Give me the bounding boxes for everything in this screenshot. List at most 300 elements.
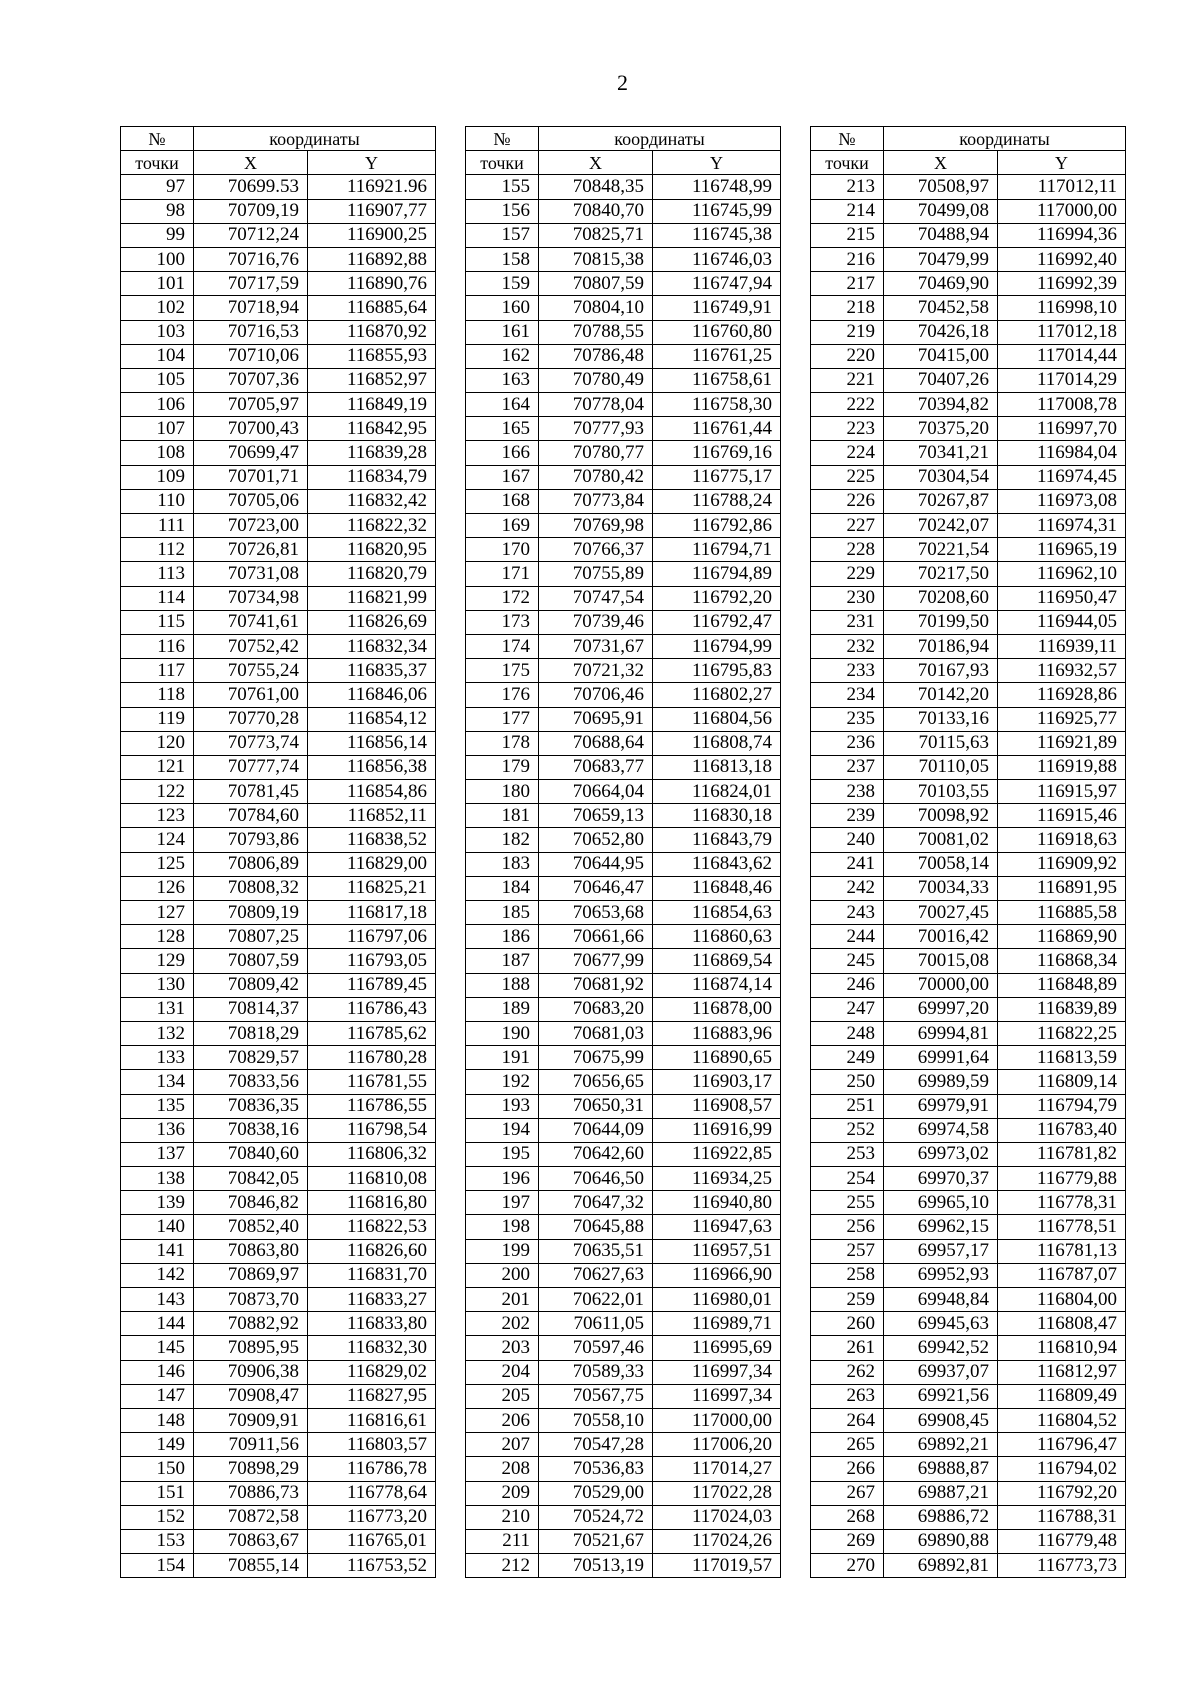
y-coordinate-cell: 116753,52 — [308, 1554, 436, 1578]
point-number-cell: 251 — [811, 1094, 884, 1118]
x-coordinate-cell: 70426,18 — [884, 320, 998, 344]
x-coordinate-cell: 70705,06 — [194, 489, 308, 513]
point-number-cell: 222 — [811, 393, 884, 417]
table-row — [811, 393, 1126, 417]
y-coordinate-cell: 116745,99 — [653, 199, 781, 223]
table-row — [466, 344, 781, 368]
table-row — [811, 949, 1126, 973]
x-coordinate-cell: 70664,04 — [539, 780, 653, 804]
table-row — [811, 1070, 1126, 1094]
table-row — [466, 949, 781, 973]
y-coordinate-cell: 116957,51 — [653, 1239, 781, 1263]
y-coordinate-cell: 116821,99 — [308, 586, 436, 610]
y-coordinate-cell: 116890,65 — [653, 1046, 781, 1070]
x-coordinate-cell: 70701,71 — [194, 465, 308, 489]
x-coordinate-cell: 70773,84 — [539, 489, 653, 513]
x-coordinate-cell: 70304,54 — [884, 465, 998, 489]
y-coordinate-cell: 116758,61 — [653, 368, 781, 392]
y-coordinate-cell: 116974,45 — [998, 465, 1126, 489]
y-coordinate-cell: 116915,97 — [998, 780, 1126, 804]
x-coordinate-cell: 70142,20 — [884, 683, 998, 707]
y-coordinate-cell: 116808,47 — [998, 1312, 1126, 1336]
point-number-cell: 154 — [121, 1554, 194, 1578]
point-number-cell: 239 — [811, 804, 884, 828]
y-coordinate-cell: 116846,06 — [308, 683, 436, 707]
point-number-cell: 196 — [466, 1167, 539, 1191]
table-row — [466, 586, 781, 610]
table-row — [811, 562, 1126, 586]
point-number-cell: 129 — [121, 949, 194, 973]
y-coordinate-cell: 116883,96 — [653, 1021, 781, 1045]
x-coordinate-cell: 70769,98 — [539, 514, 653, 538]
header-x: X — [194, 151, 308, 175]
point-number-cell: 127 — [121, 901, 194, 925]
y-coordinate-cell: 116918,63 — [998, 828, 1126, 852]
x-coordinate-cell: 70707,36 — [194, 368, 308, 392]
x-coordinate-cell: 70838,16 — [194, 1118, 308, 1142]
x-coordinate-cell: 70027,45 — [884, 901, 998, 925]
y-coordinate-cell: 116974,31 — [998, 514, 1126, 538]
y-coordinate-cell: 116827,95 — [308, 1384, 436, 1408]
table-row — [466, 1408, 781, 1432]
table-row — [466, 320, 781, 344]
x-coordinate-cell: 70709,19 — [194, 199, 308, 223]
y-coordinate-cell: 116830,18 — [653, 804, 781, 828]
x-coordinate-cell: 70242,07 — [884, 514, 998, 538]
table-row — [811, 1529, 1126, 1553]
y-coordinate-cell: 116852,11 — [308, 804, 436, 828]
y-coordinate-cell: 116806,32 — [308, 1142, 436, 1166]
y-coordinate-cell: 116765,01 — [308, 1529, 436, 1553]
table-row — [811, 1554, 1126, 1578]
point-number-cell: 244 — [811, 925, 884, 949]
table-row — [466, 223, 781, 247]
table-row — [811, 1360, 1126, 1384]
x-coordinate-cell: 70199,50 — [884, 610, 998, 634]
table-row — [466, 1167, 781, 1191]
point-number-cell: 165 — [466, 417, 539, 441]
y-coordinate-cell: 116808,74 — [653, 731, 781, 755]
y-coordinate-cell: 116907,77 — [308, 199, 436, 223]
table-row — [466, 417, 781, 441]
x-coordinate-cell: 70909,91 — [194, 1408, 308, 1432]
point-number-cell: 151 — [121, 1481, 194, 1505]
header-y: Y — [308, 151, 436, 175]
table-row — [121, 683, 436, 707]
table-body — [811, 175, 1126, 1578]
point-number-cell: 212 — [466, 1554, 539, 1578]
table-row — [121, 272, 436, 296]
point-number-cell: 270 — [811, 1554, 884, 1578]
table-row — [121, 1336, 436, 1360]
x-coordinate-cell: 70898,29 — [194, 1457, 308, 1481]
y-coordinate-cell: 116843,62 — [653, 852, 781, 876]
x-coordinate-cell: 70015,08 — [884, 949, 998, 973]
y-coordinate-cell: 116890,76 — [308, 272, 436, 296]
point-number-cell: 194 — [466, 1118, 539, 1142]
x-coordinate-cell: 70840,60 — [194, 1142, 308, 1166]
point-number-cell: 215 — [811, 223, 884, 247]
point-number-cell: 169 — [466, 514, 539, 538]
y-coordinate-cell: 116786,78 — [308, 1457, 436, 1481]
table-row — [466, 1191, 781, 1215]
table-row — [811, 368, 1126, 392]
x-coordinate-cell: 70394,82 — [884, 393, 998, 417]
point-number-cell: 131 — [121, 997, 194, 1021]
x-coordinate-cell: 70221,54 — [884, 538, 998, 562]
point-number-cell: 183 — [466, 852, 539, 876]
x-coordinate-cell: 70217,50 — [884, 562, 998, 586]
point-number-cell: 224 — [811, 441, 884, 465]
y-coordinate-cell: 116834,79 — [308, 465, 436, 489]
table-row — [121, 586, 436, 610]
table-row — [121, 1215, 436, 1239]
table-row — [811, 804, 1126, 828]
x-coordinate-cell: 69942,52 — [884, 1336, 998, 1360]
y-coordinate-cell: 116826,60 — [308, 1239, 436, 1263]
point-number-cell: 225 — [811, 465, 884, 489]
x-coordinate-cell: 70712,24 — [194, 223, 308, 247]
point-number-cell: 207 — [466, 1433, 539, 1457]
y-coordinate-cell: 116934,25 — [653, 1167, 781, 1191]
point-number-cell: 205 — [466, 1384, 539, 1408]
x-coordinate-cell: 69890,88 — [884, 1529, 998, 1553]
table-row — [466, 175, 781, 199]
x-coordinate-cell: 70780,77 — [539, 441, 653, 465]
table-row — [121, 465, 436, 489]
point-number-cell: 130 — [121, 973, 194, 997]
point-number-cell: 255 — [811, 1191, 884, 1215]
table-row — [466, 683, 781, 707]
point-number-cell: 268 — [811, 1505, 884, 1529]
point-number-cell: 217 — [811, 272, 884, 296]
point-number-cell: 146 — [121, 1360, 194, 1384]
point-number-cell: 208 — [466, 1457, 539, 1481]
x-coordinate-cell: 70415,00 — [884, 344, 998, 368]
x-coordinate-cell: 70770,28 — [194, 707, 308, 731]
x-coordinate-cell: 69989,59 — [884, 1070, 998, 1094]
x-coordinate-cell: 70558,10 — [539, 1408, 653, 1432]
point-number-cell: 133 — [121, 1046, 194, 1070]
y-coordinate-cell: 116997,34 — [653, 1360, 781, 1384]
y-coordinate-cell: 116947,63 — [653, 1215, 781, 1239]
x-coordinate-cell: 70780,42 — [539, 465, 653, 489]
table-row — [466, 876, 781, 900]
table-row — [811, 344, 1126, 368]
x-coordinate-cell: 70869,97 — [194, 1263, 308, 1287]
y-coordinate-cell: 116792,86 — [653, 514, 781, 538]
x-coordinate-cell: 69973,02 — [884, 1142, 998, 1166]
y-coordinate-cell: 117014,44 — [998, 344, 1126, 368]
y-coordinate-cell: 116822,53 — [308, 1215, 436, 1239]
y-coordinate-cell: 116788,31 — [998, 1505, 1126, 1529]
x-coordinate-cell: 69948,84 — [884, 1288, 998, 1312]
point-number-cell: 189 — [466, 997, 539, 1021]
point-number-cell: 197 — [466, 1191, 539, 1215]
table-row — [811, 1312, 1126, 1336]
y-coordinate-cell: 116885,58 — [998, 901, 1126, 925]
y-coordinate-cell: 116832,34 — [308, 634, 436, 658]
header-number: № — [121, 127, 194, 151]
y-coordinate-cell: 116965,19 — [998, 538, 1126, 562]
table-row — [466, 393, 781, 417]
x-coordinate-cell: 70589,33 — [539, 1360, 653, 1384]
table-row — [121, 610, 436, 634]
point-number-cell: 153 — [121, 1529, 194, 1553]
y-coordinate-cell: 116997,34 — [653, 1384, 781, 1408]
y-coordinate-cell: 116792,47 — [653, 610, 781, 634]
point-number-cell: 269 — [811, 1529, 884, 1553]
header-number: № — [811, 127, 884, 151]
point-number-cell: 187 — [466, 949, 539, 973]
point-number-cell: 142 — [121, 1263, 194, 1287]
x-coordinate-cell: 70852,40 — [194, 1215, 308, 1239]
x-coordinate-cell: 70809,42 — [194, 973, 308, 997]
table-row — [121, 1191, 436, 1215]
y-coordinate-cell: 116787,07 — [998, 1263, 1126, 1287]
x-coordinate-cell: 70513,19 — [539, 1554, 653, 1578]
point-number-cell: 234 — [811, 683, 884, 707]
y-coordinate-cell: 116788,24 — [653, 489, 781, 513]
x-coordinate-cell: 70766,37 — [539, 538, 653, 562]
x-coordinate-cell: 70895,95 — [194, 1336, 308, 1360]
point-number-cell: 193 — [466, 1094, 539, 1118]
y-coordinate-cell: 116992,39 — [998, 272, 1126, 296]
y-coordinate-cell: 116746,03 — [653, 247, 781, 271]
y-coordinate-cell: 116778,64 — [308, 1481, 436, 1505]
point-number-cell: 155 — [466, 175, 539, 199]
table-row — [466, 997, 781, 1021]
point-number-cell: 144 — [121, 1312, 194, 1336]
point-number-cell: 227 — [811, 514, 884, 538]
table-row — [121, 1094, 436, 1118]
x-coordinate-cell: 70659,13 — [539, 804, 653, 828]
point-number-cell: 220 — [811, 344, 884, 368]
x-coordinate-cell: 70747,54 — [539, 586, 653, 610]
x-coordinate-cell: 70808,32 — [194, 876, 308, 900]
x-coordinate-cell: 70755,89 — [539, 562, 653, 586]
point-number-cell: 206 — [466, 1408, 539, 1432]
x-coordinate-cell: 70681,03 — [539, 1021, 653, 1045]
table-row — [811, 997, 1126, 1021]
x-coordinate-cell: 70521,67 — [539, 1529, 653, 1553]
table-row — [466, 1070, 781, 1094]
x-coordinate-cell: 69886,72 — [884, 1505, 998, 1529]
y-coordinate-cell: 116966,90 — [653, 1263, 781, 1287]
x-coordinate-cell: 69892,81 — [884, 1554, 998, 1578]
x-coordinate-cell: 70705,97 — [194, 393, 308, 417]
y-coordinate-cell: 116892,88 — [308, 247, 436, 271]
table-row — [811, 489, 1126, 513]
y-coordinate-cell: 116950,47 — [998, 586, 1126, 610]
x-coordinate-cell: 70103,55 — [884, 780, 998, 804]
table-row — [811, 1433, 1126, 1457]
table-row — [466, 562, 781, 586]
x-coordinate-cell: 70721,32 — [539, 659, 653, 683]
table-row — [121, 1312, 436, 1336]
y-coordinate-cell: 116854,12 — [308, 707, 436, 731]
table-row — [121, 320, 436, 344]
y-coordinate-cell: 116810,94 — [998, 1336, 1126, 1360]
y-coordinate-cell: 116769,16 — [653, 441, 781, 465]
y-coordinate-cell: 116796,47 — [998, 1433, 1126, 1457]
y-coordinate-cell: 116885,64 — [308, 296, 436, 320]
x-coordinate-cell: 70567,75 — [539, 1384, 653, 1408]
x-coordinate-cell: 70375,20 — [884, 417, 998, 441]
y-coordinate-cell: 116835,37 — [308, 659, 436, 683]
point-number-cell: 122 — [121, 780, 194, 804]
table-body — [121, 175, 436, 1578]
x-coordinate-cell: 70739,46 — [539, 610, 653, 634]
table-row — [466, 441, 781, 465]
table-row — [811, 1384, 1126, 1408]
point-number-cell: 101 — [121, 272, 194, 296]
table-row — [811, 1336, 1126, 1360]
y-coordinate-cell: 116838,52 — [308, 828, 436, 852]
x-coordinate-cell: 70829,57 — [194, 1046, 308, 1070]
point-number-cell: 161 — [466, 320, 539, 344]
table-row — [121, 489, 436, 513]
point-number-cell: 173 — [466, 610, 539, 634]
x-coordinate-cell: 70656,65 — [539, 1070, 653, 1094]
x-coordinate-cell: 70644,09 — [539, 1118, 653, 1142]
x-coordinate-cell: 70726,81 — [194, 538, 308, 562]
header-y: Y — [998, 151, 1126, 175]
point-number-cell: 109 — [121, 465, 194, 489]
y-coordinate-cell: 116940,80 — [653, 1191, 781, 1215]
y-coordinate-cell: 116854,63 — [653, 901, 781, 925]
y-coordinate-cell: 116916,99 — [653, 1118, 781, 1142]
table-row — [811, 683, 1126, 707]
x-coordinate-cell: 70547,28 — [539, 1433, 653, 1457]
x-coordinate-cell: 70761,00 — [194, 683, 308, 707]
table-row — [811, 1118, 1126, 1142]
header-x: X — [539, 151, 653, 175]
x-coordinate-cell: 70683,20 — [539, 997, 653, 1021]
y-coordinate-cell: 116921.96 — [308, 175, 436, 199]
x-coordinate-cell: 70611,05 — [539, 1312, 653, 1336]
table-row — [811, 1191, 1126, 1215]
y-coordinate-cell: 116804,00 — [998, 1288, 1126, 1312]
x-coordinate-cell: 70717,59 — [194, 272, 308, 296]
y-coordinate-cell: 116761,25 — [653, 344, 781, 368]
point-number-cell: 116 — [121, 634, 194, 658]
table-row — [466, 659, 781, 683]
point-number-cell: 218 — [811, 296, 884, 320]
y-coordinate-cell: 116829,02 — [308, 1360, 436, 1384]
coordinates-table-3 — [810, 126, 1126, 1578]
point-number-cell: 143 — [121, 1288, 194, 1312]
y-coordinate-cell: 116848,89 — [998, 973, 1126, 997]
x-coordinate-cell: 70647,32 — [539, 1191, 653, 1215]
y-coordinate-cell: 116773,73 — [998, 1554, 1126, 1578]
y-coordinate-cell: 117008,78 — [998, 393, 1126, 417]
y-coordinate-cell: 116839,89 — [998, 997, 1126, 1021]
point-number-cell: 181 — [466, 804, 539, 828]
y-coordinate-cell: 116944,05 — [998, 610, 1126, 634]
table-row — [466, 368, 781, 392]
coordinates-table-2 — [465, 126, 781, 1578]
point-number-cell: 168 — [466, 489, 539, 513]
table-row — [811, 465, 1126, 489]
table-row — [811, 852, 1126, 876]
table-row — [466, 925, 781, 949]
point-number-cell: 204 — [466, 1360, 539, 1384]
point-number-cell: 141 — [121, 1239, 194, 1263]
table-row — [466, 780, 781, 804]
x-coordinate-cell: 70873,70 — [194, 1288, 308, 1312]
y-coordinate-cell: 116989,71 — [653, 1312, 781, 1336]
point-number-cell: 203 — [466, 1336, 539, 1360]
y-coordinate-cell: 116781,55 — [308, 1070, 436, 1094]
table-row — [466, 755, 781, 779]
x-coordinate-cell: 69937,07 — [884, 1360, 998, 1384]
y-coordinate-cell: 116780,28 — [308, 1046, 436, 1070]
table-row — [811, 1239, 1126, 1263]
coordinates-table-1 — [120, 126, 436, 1578]
point-number-cell: 157 — [466, 223, 539, 247]
point-number-cell: 188 — [466, 973, 539, 997]
x-coordinate-cell: 70016,42 — [884, 925, 998, 949]
y-coordinate-cell: 116789,45 — [308, 973, 436, 997]
y-coordinate-cell: 116843,79 — [653, 828, 781, 852]
y-coordinate-cell: 116908,57 — [653, 1094, 781, 1118]
y-coordinate-cell: 116809,14 — [998, 1070, 1126, 1094]
point-number-cell: 136 — [121, 1118, 194, 1142]
x-coordinate-cell: 70622,01 — [539, 1288, 653, 1312]
header-coordinates: координаты — [884, 127, 1126, 151]
point-number-cell: 223 — [811, 417, 884, 441]
x-coordinate-cell: 70699,47 — [194, 441, 308, 465]
table-row — [811, 247, 1126, 271]
point-number-cell: 202 — [466, 1312, 539, 1336]
table-row — [466, 1288, 781, 1312]
table-row — [466, 1118, 781, 1142]
table-row — [121, 223, 436, 247]
table-row — [811, 780, 1126, 804]
table-row — [121, 876, 436, 900]
table-row — [811, 1046, 1126, 1070]
x-coordinate-cell: 70646,50 — [539, 1167, 653, 1191]
table-row — [121, 1070, 436, 1094]
y-coordinate-cell: 116842,95 — [308, 417, 436, 441]
point-number-cell: 177 — [466, 707, 539, 731]
point-number-cell: 107 — [121, 417, 194, 441]
y-coordinate-cell: 116900,25 — [308, 223, 436, 247]
point-number-cell: 240 — [811, 828, 884, 852]
point-number-cell: 195 — [466, 1142, 539, 1166]
x-coordinate-cell: 70644,95 — [539, 852, 653, 876]
point-number-cell: 226 — [811, 489, 884, 513]
table-row — [466, 1312, 781, 1336]
table-row — [811, 1481, 1126, 1505]
table-row — [811, 1457, 1126, 1481]
x-coordinate-cell: 70807,59 — [539, 272, 653, 296]
y-coordinate-cell: 116915,46 — [998, 804, 1126, 828]
table-row — [121, 1118, 436, 1142]
point-number-cell: 106 — [121, 393, 194, 417]
point-number-cell: 257 — [811, 1239, 884, 1263]
x-coordinate-cell: 70635,51 — [539, 1239, 653, 1263]
point-number-cell: 149 — [121, 1433, 194, 1457]
point-number-cell: 158 — [466, 247, 539, 271]
y-coordinate-cell: 116919,88 — [998, 755, 1126, 779]
y-coordinate-cell: 116785,62 — [308, 1021, 436, 1045]
table-row — [121, 514, 436, 538]
table-row — [466, 1215, 781, 1239]
y-coordinate-cell: 116860,63 — [653, 925, 781, 949]
y-coordinate-cell: 116825,21 — [308, 876, 436, 900]
